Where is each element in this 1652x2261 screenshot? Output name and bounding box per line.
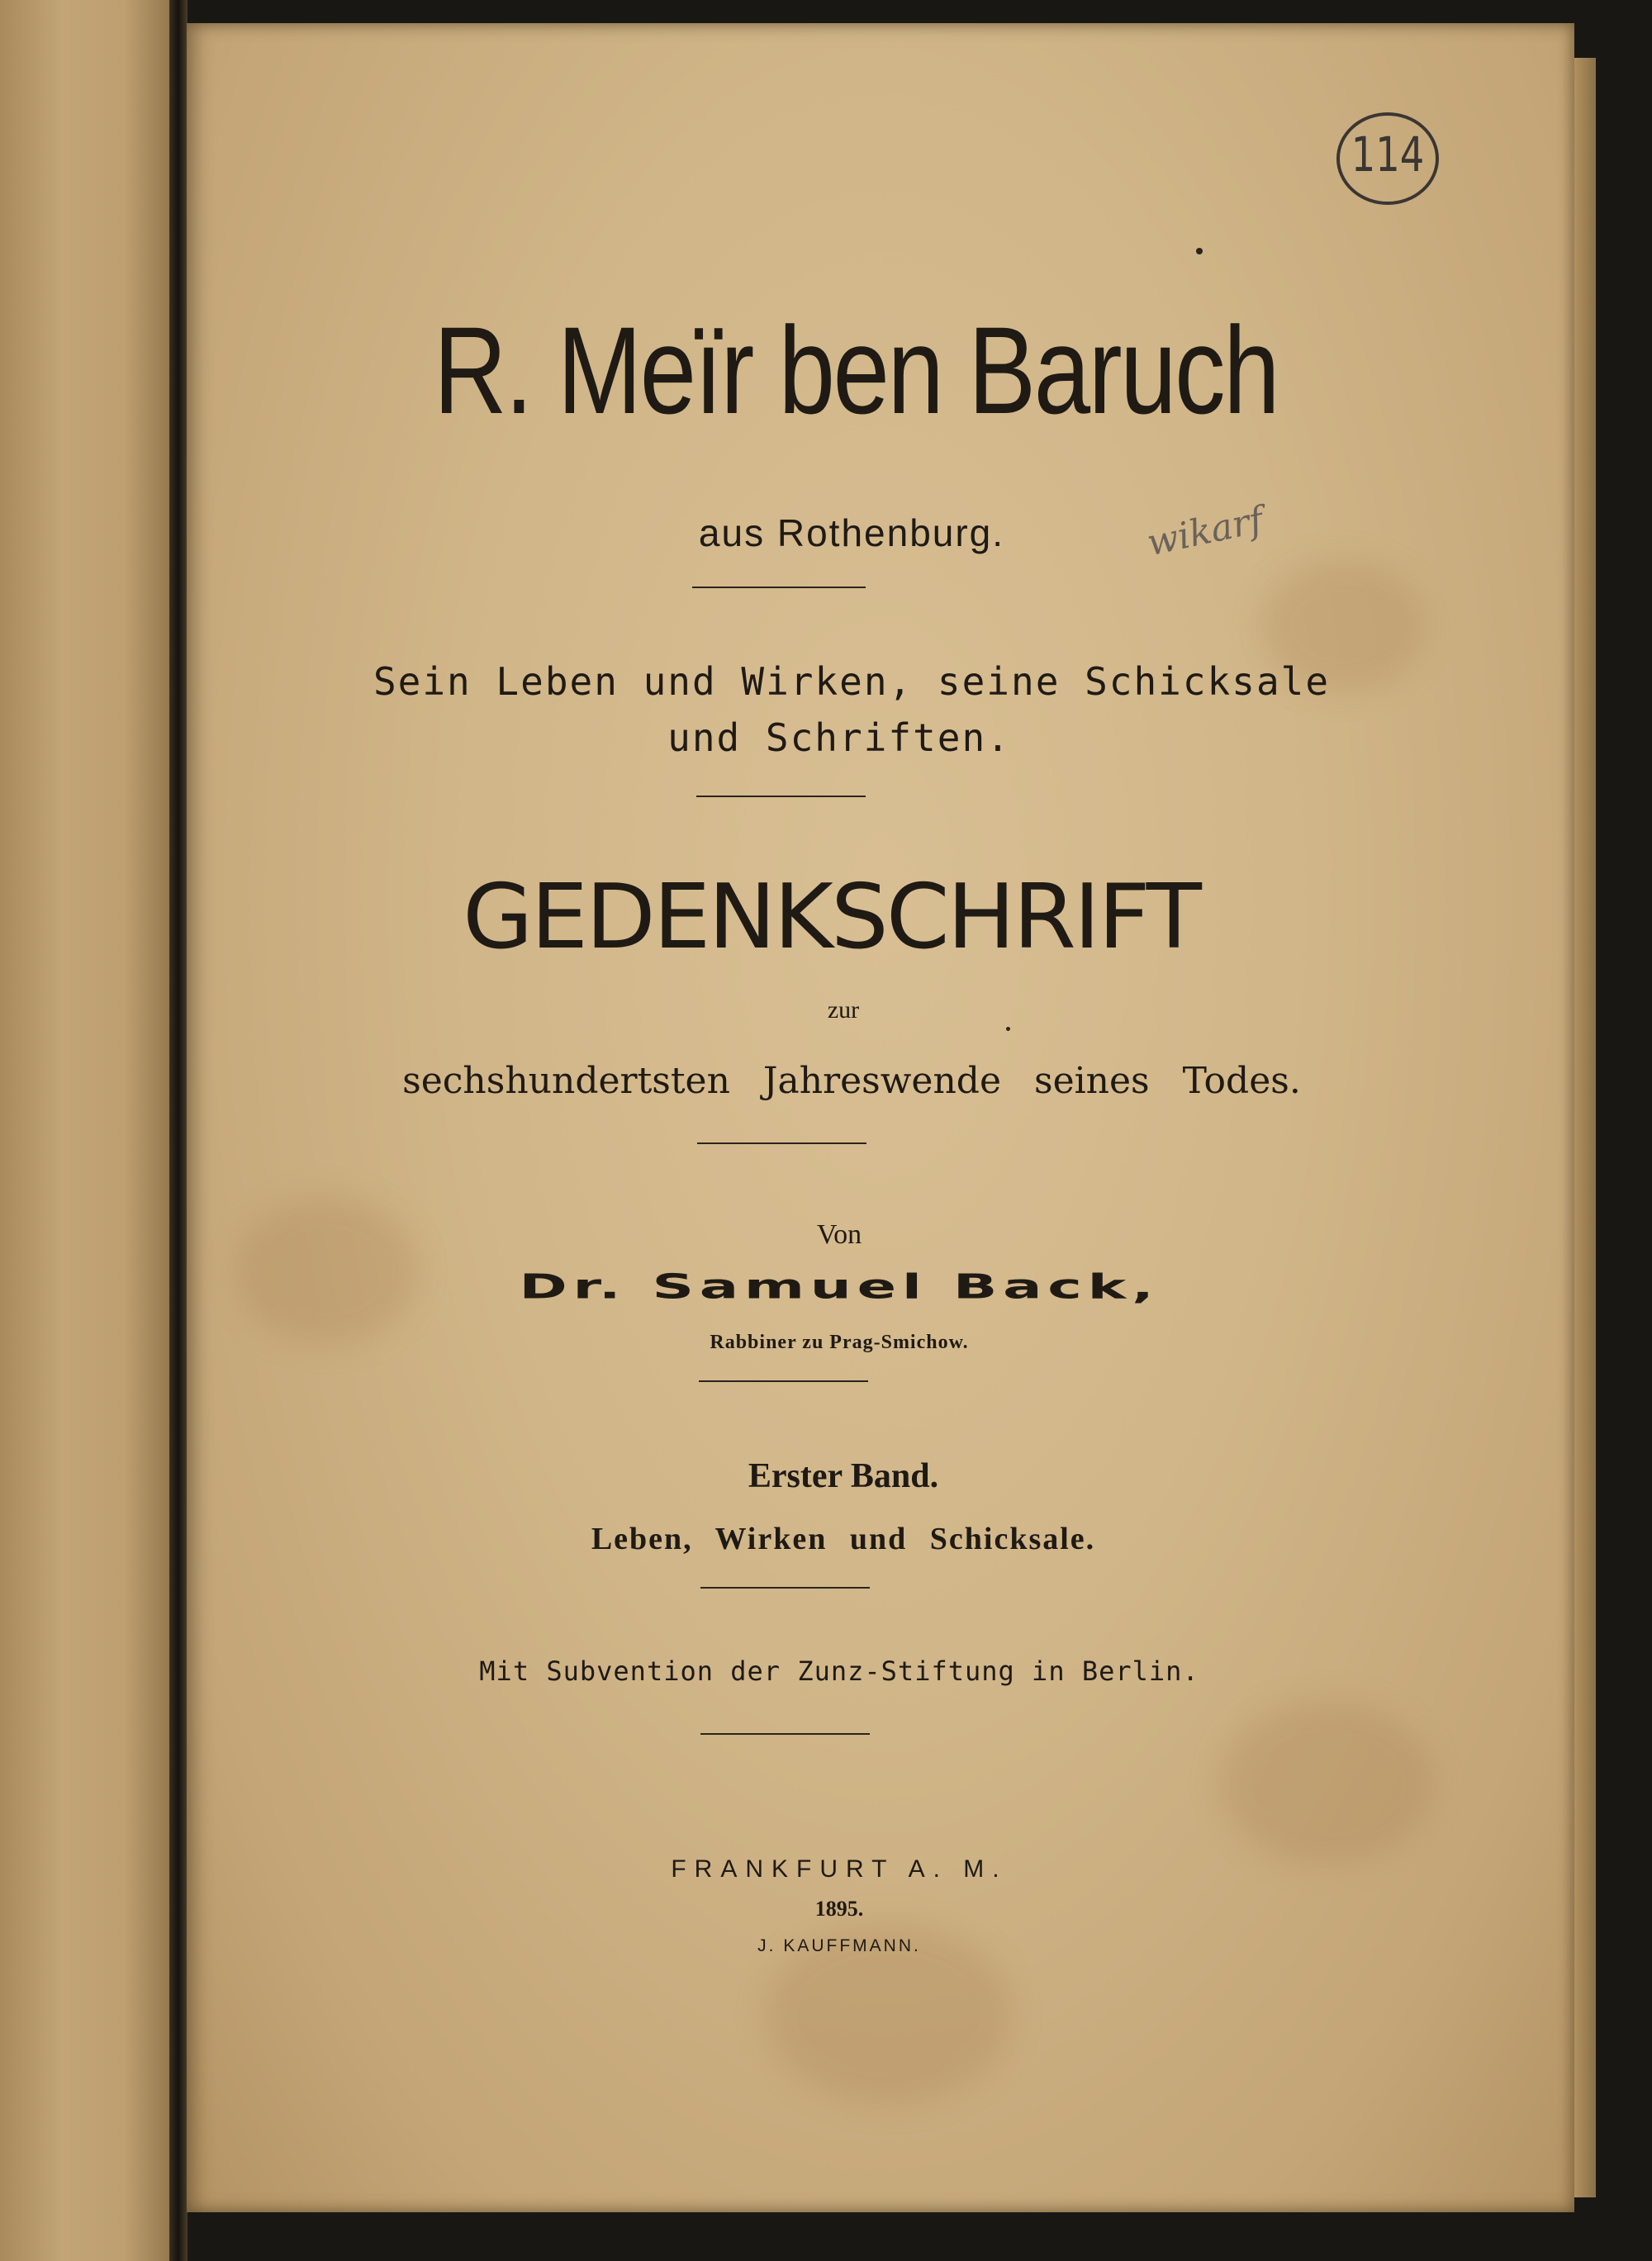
title-page xyxy=(187,23,1574,2212)
title-origin: aus Rothenburg. xyxy=(698,511,1005,554)
publication-year: 1895. xyxy=(814,1897,864,1921)
book-spine-gutter xyxy=(169,0,188,2261)
by-label: Von xyxy=(816,1219,862,1250)
divider-rule xyxy=(699,1380,868,1382)
handwritten-shelf-number: 114 xyxy=(1351,126,1425,183)
divider-rule xyxy=(700,1733,870,1735)
ink-speck xyxy=(1196,248,1203,254)
divider-rule xyxy=(692,587,866,588)
volume-subtitle: Leben, Wirken und Schicksale. xyxy=(591,1522,1096,1556)
divider-rule xyxy=(696,796,866,797)
description-line-2: und Schriften. xyxy=(667,715,1011,760)
ink-speck xyxy=(1006,1027,1010,1031)
divider-rule xyxy=(697,1142,866,1144)
paper-stain xyxy=(1219,1700,1434,1865)
connector-word: zur xyxy=(827,996,860,1024)
pencil-annotation: wikarf xyxy=(1143,498,1267,565)
occasion-line: sechshundertsten Jahreswende seines Todes. xyxy=(402,1060,1301,1102)
genre-heading: GEDENKSCHRIFT xyxy=(463,866,1199,969)
divider-rule xyxy=(700,1587,870,1589)
book-title: R. Meïr ben Baruch xyxy=(433,301,1279,439)
publisher-name: J. KAUFFMANN. xyxy=(757,1936,921,1955)
publication-place: FRANKFURT A. M. xyxy=(671,1855,1008,1883)
description-line-1: Sein Leben und Wirken, seine Schicksale xyxy=(373,659,1331,704)
volume-label: Erster Band. xyxy=(748,1457,939,1495)
page-fore-edge xyxy=(1574,58,1596,2197)
subvention-note: Mit Subvention der Zunz-Stiftung in Berlin. xyxy=(479,1655,1199,1687)
book-cover-strip xyxy=(0,0,178,2261)
author-role: Rabbiner zu Prag-Smichow. xyxy=(710,1332,969,1353)
author-name: Dr. Samuel Back, xyxy=(519,1267,1160,1307)
